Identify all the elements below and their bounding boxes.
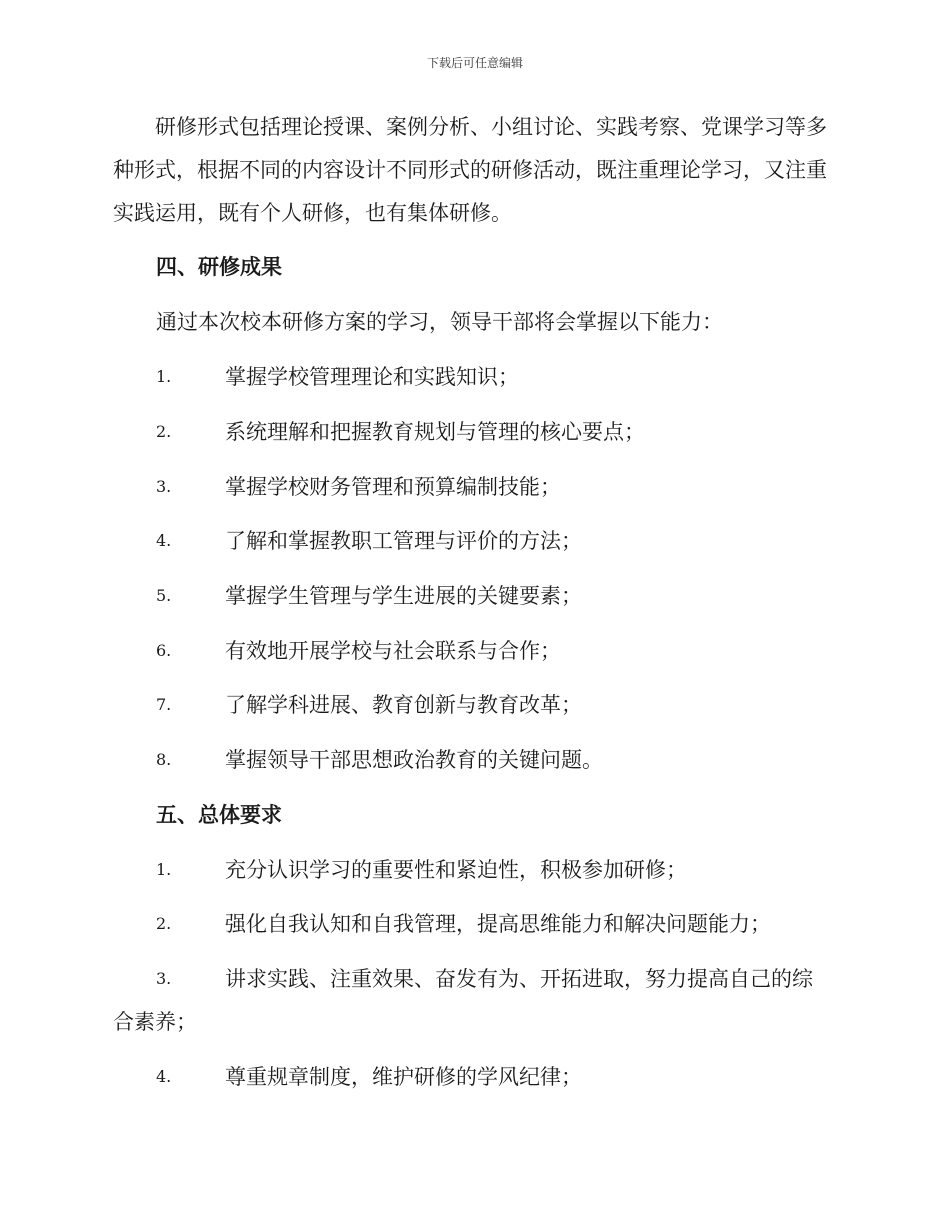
list-item-text: 讲求实践、注重效果、奋发有为、开拓进取，努力提高自己的综 (225, 967, 813, 991)
list-item-number: 8. (156, 750, 172, 769)
intro-paragraph: 研修形式包括理论授课、案例分析、小组讨论、实践考察、党课学习等多种形式，根据不同的内容设计不同形式的研修活动，既注重理论学习，又注重实践运用，既有个人研修，也有集体研修。 (113, 115, 827, 225)
list-item-text: 了解学科进展、教育创新与教育改革； (225, 693, 582, 717)
list-item-text: 掌握学校管理理论和实践知识； (225, 365, 519, 389)
list-item-number: 1. (156, 860, 172, 879)
list-item-number: 4. (156, 531, 172, 550)
list-item-text: 了解和掌握教职工管理与评价的方法； (225, 529, 582, 553)
list-item-number: 7. (156, 695, 172, 714)
list-item-number: 4. (156, 1067, 172, 1086)
list-item-number: 2. (156, 914, 172, 933)
list-item-text-continuation: 合素养； (113, 1010, 197, 1034)
list-item-text: 有效地开展学校与社会联系与合作； (225, 639, 561, 663)
list-item-number: 5. (156, 586, 172, 605)
list-item-text: 掌握学生管理与学生进展的关键要素； (225, 584, 582, 608)
list-item-number: 2. (156, 422, 172, 441)
list-item-text: 强化自我认知和自我管理，提高思维能力和解决问题能力； (225, 912, 771, 936)
section-4-heading: 四、研修成果 (156, 254, 282, 279)
list-item-number: 6. (156, 641, 172, 660)
list-item-number: 3. (156, 477, 172, 496)
list-item-text: 掌握学校财务管理和预算编制技能； (225, 475, 561, 499)
list-item-text: 掌握领导干部思想政治教育的关键问题。 (225, 748, 603, 772)
section-5-heading: 五、总体要求 (156, 802, 282, 827)
list-item-text: 充分认识学习的重要性和紧迫性，积极参加研修； (225, 858, 687, 882)
list-item-text: 尊重规章制度，维护研修的学风纪律； (225, 1065, 582, 1089)
page-header-note: 下载后可任意编辑 (426, 56, 523, 70)
list-item-number: 3. (156, 969, 172, 988)
list-item-number: 1. (156, 367, 172, 386)
section-4-intro: 通过本次校本研修方案的学习，领导干部将会掌握以下能力： (156, 310, 723, 334)
list-item-text: 系统理解和把握教育规划与管理的核心要点； (225, 420, 645, 444)
